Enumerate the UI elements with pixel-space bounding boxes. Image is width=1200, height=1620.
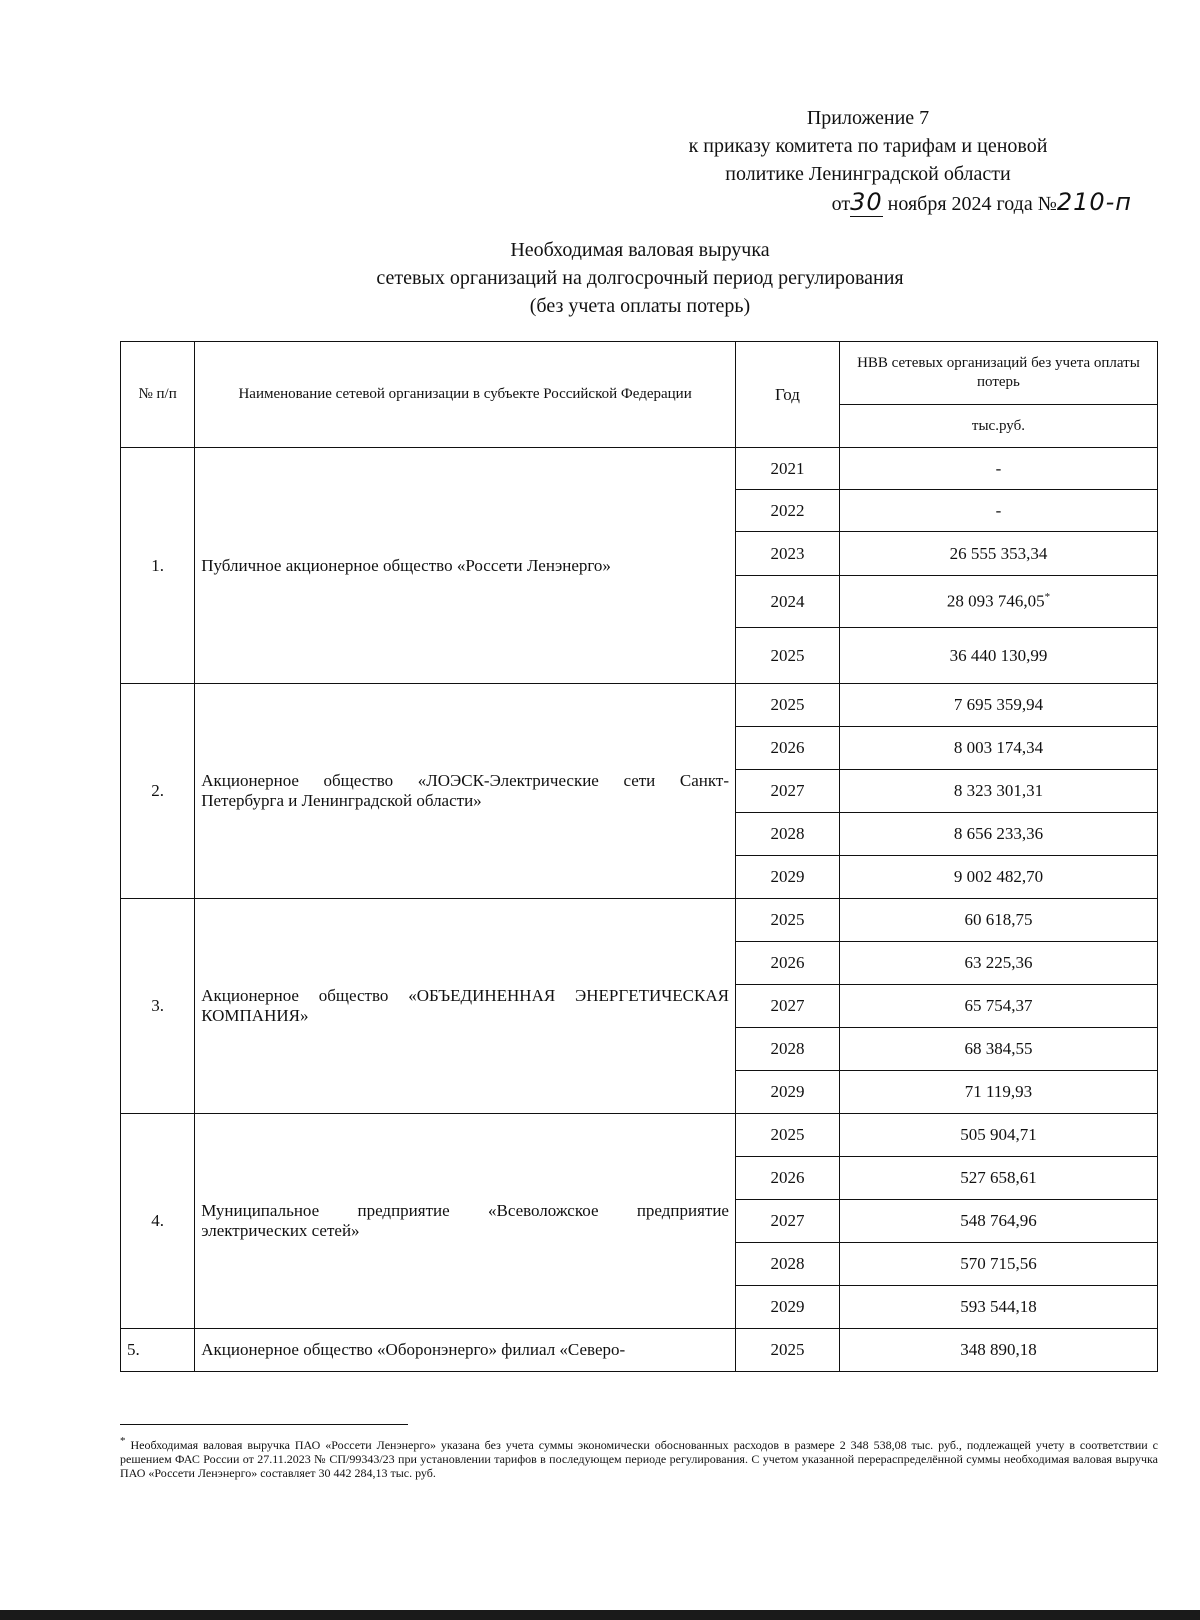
table-row	[121, 448, 1158, 490]
value-cell: 63 225,36	[839, 942, 1157, 985]
org-name: Муниципальное предприятие «Всеволожское предприятие электрических сетей»	[195, 1114, 736, 1329]
title-line-2: сетевых организаций на долгосрочный период регулирования	[376, 267, 904, 289]
table-row	[121, 1114, 1158, 1157]
attachment-date	[588, 188, 1148, 218]
value-cell	[839, 576, 1157, 628]
value-cell: 68 384,55	[839, 1028, 1157, 1071]
value-cell: 71 119,93	[839, 1071, 1157, 1114]
value-cell: 26 555 353,34	[839, 532, 1157, 576]
org-number: 2.	[121, 684, 195, 899]
header-year: Год	[735, 342, 839, 448]
attachment-title: Приложение 7	[806, 107, 930, 129]
year-cell: 2029	[735, 1071, 839, 1114]
header-row	[121, 342, 1158, 405]
header-unit: тыс.руб.	[839, 405, 1157, 448]
year-cell: 2021	[735, 448, 839, 490]
scan-edge	[0, 1610, 1200, 1620]
year-cell: 2024	[735, 576, 839, 628]
value-cell: 60 618,75	[839, 899, 1157, 942]
table-row	[121, 899, 1158, 942]
year-cell: 2025	[735, 1114, 839, 1157]
value-cell: 593 544,18	[839, 1286, 1157, 1329]
footnote	[120, 1434, 1158, 1480]
year-cell: 2028	[735, 1243, 839, 1286]
org-number: 5.	[121, 1329, 195, 1372]
value-cell: 570 715,56	[839, 1243, 1157, 1286]
value-cell: -	[839, 490, 1157, 532]
value-cell: 8 656 233,36	[839, 813, 1157, 856]
value-cell: 348 890,18	[839, 1329, 1157, 1372]
footnote-mark: *	[120, 1435, 126, 1447]
org-number: 1.	[121, 448, 195, 684]
footnote-mark: *	[1044, 591, 1051, 604]
title-line-1: Необходимая валовая выручка	[510, 239, 770, 261]
value-cell: 9 002 482,70	[839, 856, 1157, 899]
org-number: 4.	[121, 1114, 195, 1329]
year-cell: 2028	[735, 813, 839, 856]
year-cell: 2027	[735, 1200, 839, 1243]
year-cell: 2027	[735, 770, 839, 813]
year-cell: 2025	[735, 1329, 839, 1372]
org-name: Акционерное общество «ЛОЭСК-Электрические сети Санкт-Петербурга и Ленинградской области»	[195, 684, 736, 899]
year-cell: 2027	[735, 985, 839, 1028]
year-cell: 2026	[735, 942, 839, 985]
value-text: 28 093 746,05	[946, 591, 1045, 611]
org-name: Акционерное общество «ОБЪЕДИНЕННАЯ ЭНЕРГЕТИЧЕСКАЯ КОМПАНИЯ»	[195, 899, 736, 1114]
attachment-block	[588, 104, 1148, 218]
title-line-3: (без учета оплаты потерь)	[529, 295, 751, 317]
nvv-table	[120, 341, 1158, 1372]
year-cell: 2023	[735, 532, 839, 576]
document-title	[120, 236, 1160, 320]
table-row	[121, 684, 1158, 727]
date-rest: ноября 2024 года №	[882, 193, 1057, 215]
value-cell: 8 003 174,34	[839, 727, 1157, 770]
value-cell: 8 323 301,31	[839, 770, 1157, 813]
footnote-text: Необходимая валовая выручка ПАО «Россети Ленэнерго» указана без учета суммы экономически обоснованных расходов в размере 2 348 538,08 тыс. руб., подлежащей учету в соответствии с решением ФАС России от 27.11.2023 № СП/99343/23 при установлении тарифов в последующем периоде регулирования. С учетом указанной перераспределённой суммы необходимая валовая выручка ПАО «Россети Ленэнерго» составляет 30 442 284,13 тыс. руб.	[120, 1438, 1159, 1480]
handwritten-day: 30	[850, 188, 883, 216]
header-num: № п/п	[121, 342, 195, 448]
year-cell: 2028	[735, 1028, 839, 1071]
year-cell: 2029	[735, 856, 839, 899]
value-cell: 527 658,61	[839, 1157, 1157, 1200]
attachment-order-ref: к приказу комитета по тарифам и ценовой	[688, 135, 1048, 157]
header-name: Наименование сетевой организации в субъекте Российской Федерации	[195, 342, 736, 448]
year-cell: 2026	[735, 1157, 839, 1200]
year-cell: 2029	[735, 1286, 839, 1329]
value-cell: 7 695 359,94	[839, 684, 1157, 727]
value-cell: -	[839, 448, 1157, 490]
handwritten-order-number: 210-п	[1056, 188, 1132, 216]
date-prefix: от	[831, 193, 851, 215]
table-row	[121, 1329, 1158, 1372]
year-cell: 2022	[735, 490, 839, 532]
value-cell: 65 754,37	[839, 985, 1157, 1028]
org-number: 3.	[121, 899, 195, 1114]
attachment-committee: политике Ленинградской области	[725, 163, 1011, 185]
footnote-divider	[120, 1424, 408, 1425]
header-nvv: НВВ сетевых организаций без учета оплаты потерь	[839, 342, 1157, 405]
year-cell: 2025	[735, 684, 839, 727]
year-cell: 2025	[735, 628, 839, 684]
value-cell: 36 440 130,99	[839, 628, 1157, 684]
org-name: Публичное акционерное общество «Россети Ленэнерго»	[195, 448, 736, 684]
value-cell: 548 764,96	[839, 1200, 1157, 1243]
year-cell: 2025	[735, 899, 839, 942]
org-name: Акционерное общество «Оборонэнерго» филиал «Северо-	[195, 1329, 736, 1372]
value-cell: 505 904,71	[839, 1114, 1157, 1157]
year-cell: 2026	[735, 727, 839, 770]
